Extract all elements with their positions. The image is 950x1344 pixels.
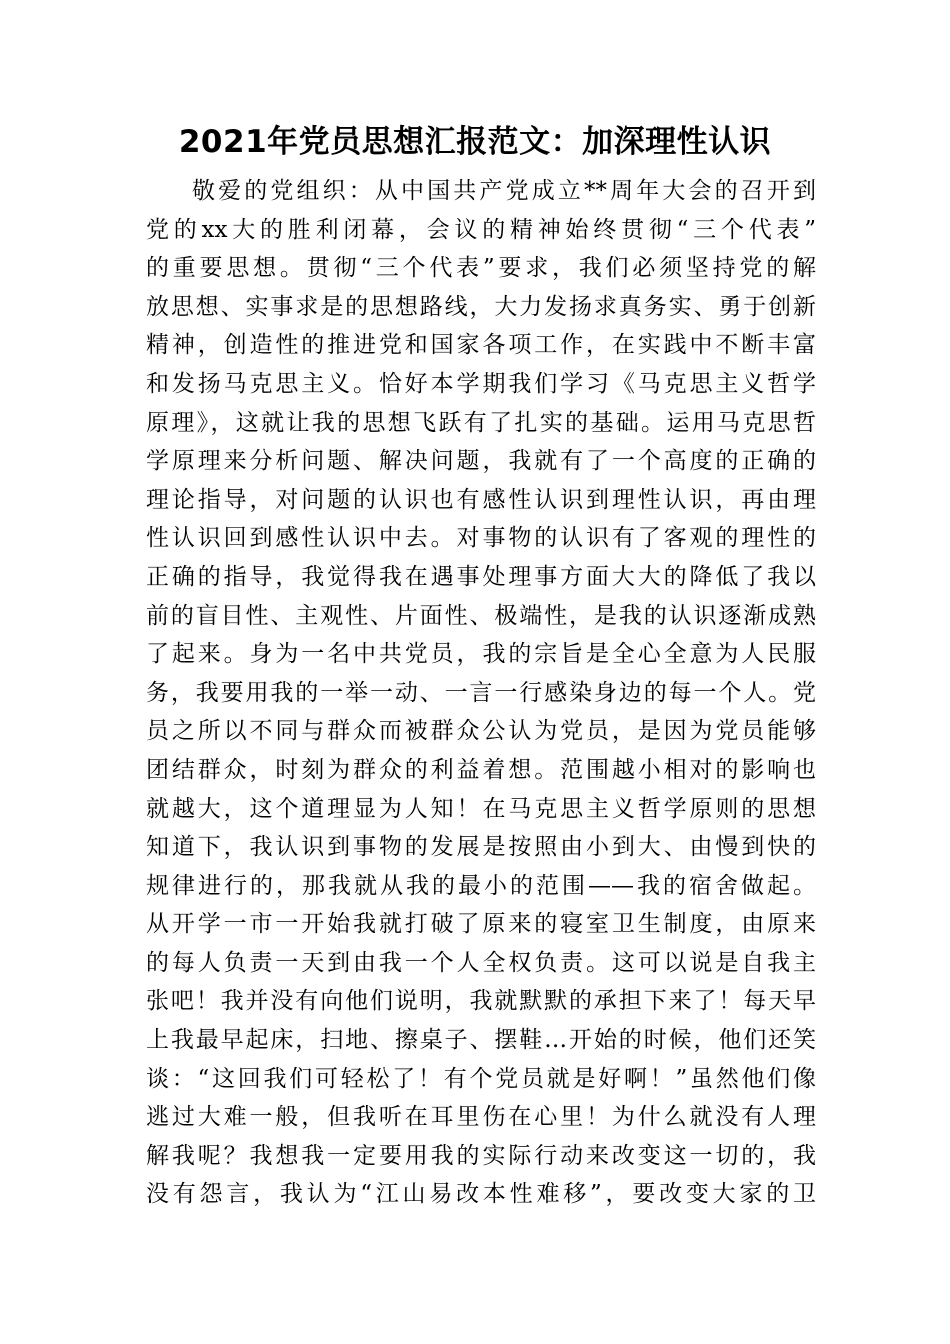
text-line: 和发扬马克思主义。恰好本学期我们学习《马克思主义哲学 [146, 370, 816, 397]
text-line: 党的xx大的胜利闭幕，会议的精神始终贯彻“三个代表” [146, 216, 816, 243]
text-line: 的重要思想。贯彻“三个代表”要求，我们必须坚持党的解 [146, 255, 816, 282]
text-line: 前的盲目性、主观性、片面性、极端性，是我的认识逐渐成熟 [146, 602, 816, 629]
text-line: 上我最早起床，扫地、擦桌子、摆鞋…开始的时候，他们还笑 [146, 1027, 816, 1054]
text-line: 知道下，我认识到事物的发展是按照由小到大、由慢到快的 [146, 834, 816, 861]
text-line: 解我呢？我想我一定要用我的实际行动来改变这一切的，我 [146, 1142, 816, 1169]
page-title: 2021年党员思想汇报范文：加深理性认识 [178, 124, 772, 160]
text-line: 从开学一市一开始我就打破了原来的寝室卫生制度，由原来 [146, 911, 816, 938]
text-line: 没有怨言，我认为“江山易改本性难移”，要改变大家的卫 [146, 1181, 816, 1208]
text-line: 张吧！我并没有向他们说明，我就默默的承担下来了！每天早 [146, 988, 816, 1015]
text-line: 精神，创造性的推进党和国家各项工作，在实践中不断丰富 [146, 332, 816, 359]
body-paragraph [146, 172, 816, 1214]
text-line: 谈：“这回我们可轻松了！有个党员就是好啊！”虽然他们像 [146, 1065, 816, 1092]
text-line: 性认识回到感性认识中去。对事物的认识有了客观的理性的 [146, 525, 816, 552]
text-line: 逃过大难一般，但我听在耳里伤在心里！为什么就没有人理 [146, 1104, 816, 1131]
text-line: 放思想、实事求是的思想路线，大力发扬求真务实、勇于创新 [146, 293, 816, 320]
text-line: 原理》，这就让我的思想飞跃有了扎实的基础。运用马克思哲 [146, 409, 816, 436]
text-line: 学原理来分析问题、解决问题，我就有了一个高度的正确的 [146, 448, 816, 475]
text-line: 员之所以不同与群众而被群众公认为党员，是因为党员能够 [146, 718, 816, 745]
text-line: 理论指导，对问题的认识也有感性认识到理性认识，再由理 [146, 486, 816, 513]
text-line: 务，我要用我的一举一动、一言一行感染身边的每一个人。党 [146, 679, 816, 706]
text-line: 了起来。身为一名中共党员，我的宗旨是全心全意为人民服 [146, 641, 816, 668]
text-line: 就越大，这个道理显为人知！在马克思主义哲学原则的思想 [146, 795, 816, 822]
text-line: 敬爱的党组织：从中国共产党成立**周年大会的召开到 [192, 178, 816, 204]
text-line: 团结群众，时刻为群众的利益着想。范围越小相对的影响也 [146, 756, 816, 783]
text-line: 的每人负责一天到由我一个人全权负责。这可以说是自我主 [146, 949, 816, 976]
text-line: 规律进行的，那我就从我的最小的范围——我的宿舍做起。 [146, 872, 816, 899]
text-line: 正确的指导，我觉得我在遇事处理事方面大大的降低了我以 [146, 563, 816, 590]
